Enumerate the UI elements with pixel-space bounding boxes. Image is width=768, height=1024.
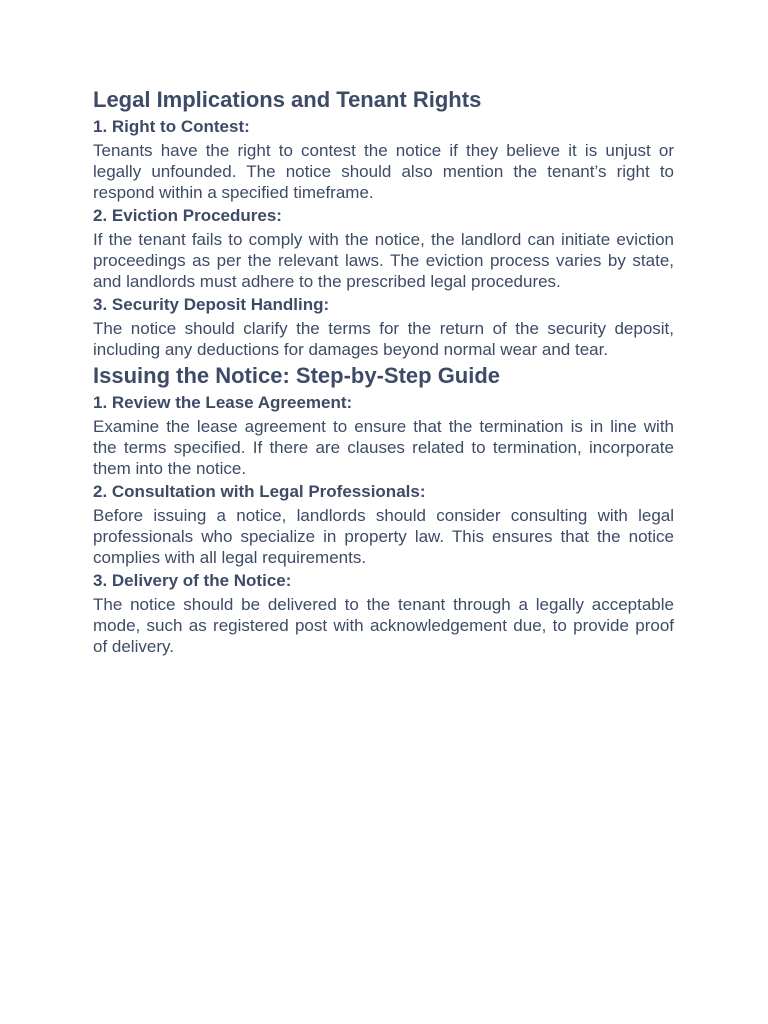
item-right-to-contest [93,116,674,203]
item-review-lease [93,392,674,479]
item-heading: 3. Delivery of the Notice: [93,571,292,590]
item-heading: 3. Security Deposit Handling: [93,295,330,314]
document-page [93,86,674,659]
item-body: The notice should clarify the terms for the return of the security deposit, including any deductions for damages beyond normal wear and tear. [93,319,674,359]
item-body: The notice should be delivered to the tenant through a legally acceptable mode, such as registered post with acknowledgement due, to provide proof of delivery. [93,595,674,656]
item-eviction-procedures [93,205,674,292]
section-title: Legal Implications and Tenant Rights [93,87,482,112]
item-delivery-of-notice [93,570,674,657]
section-title: Issuing the Notice: Step-by-Step Guide [93,363,501,388]
item-body: Tenants have the right to contest the notice if they believe it is unjust or legally unfounded. The notice should also mention the tenant’s right to respond within a specified timeframe. [93,141,674,202]
item-heading: 2. Consultation with Legal Professionals: [93,482,426,501]
section-legal-implications [93,86,674,360]
item-body: If the tenant fails to comply with the notice, the landlord can initiate eviction proceedings as per the relevant laws. The eviction process varies by state, and landlords must adhere to the prescribed legal procedures. [93,230,674,291]
item-heading: 2. Eviction Procedures: [93,206,282,225]
item-heading: 1. Right to Contest: [93,117,250,136]
item-legal-consultation [93,481,674,568]
item-heading: 1. Review the Lease Agreement: [93,393,353,412]
item-body: Examine the lease agreement to ensure that the termination is in line with the terms specified. If there are clauses related to termination, incorporate them into the notice. [93,417,674,478]
item-security-deposit [93,294,674,360]
section-issuing-notice [93,362,674,657]
item-body: Before issuing a notice, landlords should consider consulting with legal professionals who specialize in property law. This ensures that the notice complies with all legal requirements. [93,506,674,567]
